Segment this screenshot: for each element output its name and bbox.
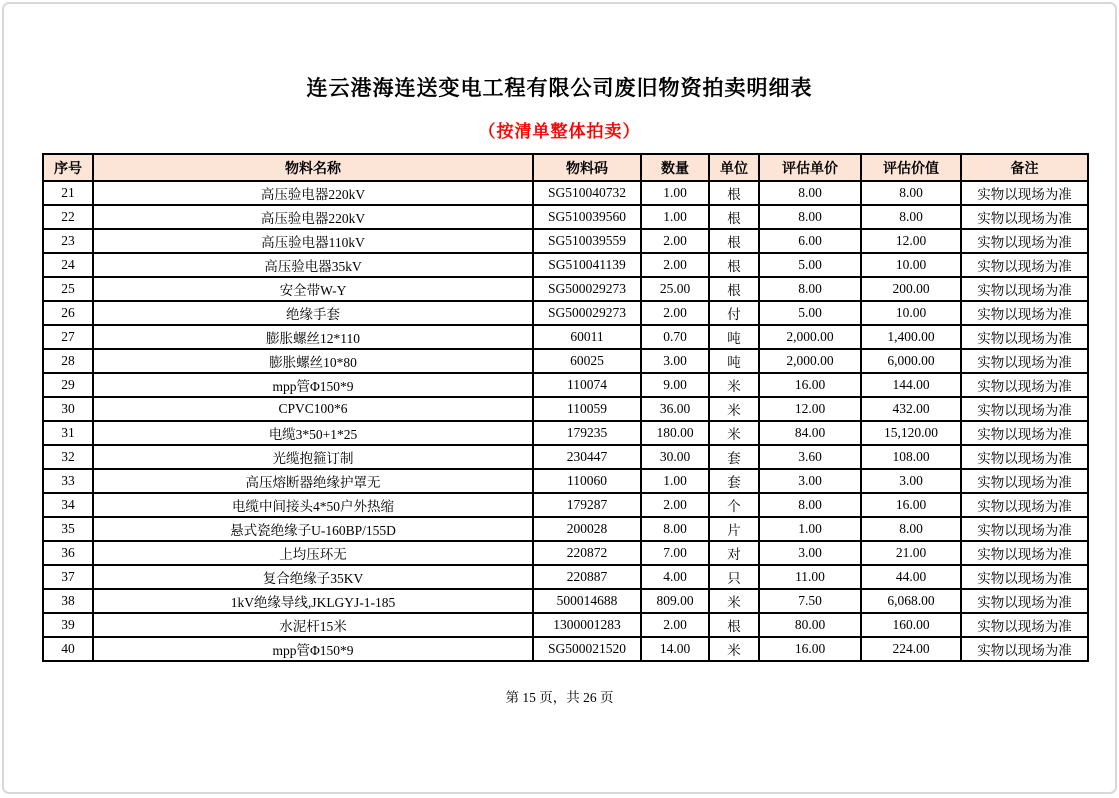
table-row (43, 229, 1088, 253)
remark-cell: 实物以现场为准 (961, 517, 1088, 541)
unit-cell: 米 (709, 589, 759, 613)
table-row (43, 301, 1088, 325)
material-name-cell: 水泥杆15米 (93, 613, 533, 637)
value-cell: 10.00 (861, 253, 961, 277)
serial-cell: 35 (43, 517, 93, 541)
table-row (43, 349, 1088, 373)
unit-price-cell: 12.00 (759, 397, 861, 421)
quantity-cell: 2.00 (641, 253, 709, 277)
unit-cell: 根 (709, 229, 759, 253)
material-name-cell: CPVC100*6 (93, 397, 533, 421)
table-row (43, 325, 1088, 349)
material-name-cell: 高压验电器220kV (93, 181, 533, 205)
material-code-cell: 220872 (533, 541, 641, 565)
page-title: 连云港海连送变电工程有限公司废旧物资拍卖明细表 (306, 77, 813, 100)
remark-cell: 实物以现场为准 (961, 445, 1088, 469)
material-name-cell: 光缆抱箍订制 (93, 445, 533, 469)
material-code-cell: 110074 (533, 373, 641, 397)
serial-cell: 25 (43, 277, 93, 301)
remark-cell: 实物以现场为准 (961, 181, 1088, 205)
unit-cell: 根 (709, 205, 759, 229)
remark-cell: 实物以现场为准 (961, 253, 1088, 277)
remark-cell: 实物以现场为准 (961, 613, 1088, 637)
material-name-cell: 安全带W-Y (93, 277, 533, 301)
serial-cell: 28 (43, 349, 93, 373)
serial-cell: 21 (43, 181, 93, 205)
serial-cell: 24 (43, 253, 93, 277)
material-code-cell: 179235 (533, 421, 641, 445)
quantity-cell: 9.00 (641, 373, 709, 397)
material-code-cell: SG500029273 (533, 277, 641, 301)
unit-cell: 对 (709, 541, 759, 565)
table-row (43, 565, 1088, 589)
serial-cell: 39 (43, 613, 93, 637)
remark-cell: 实物以现场为准 (961, 277, 1088, 301)
unit-price-cell: 3.00 (759, 541, 861, 565)
quantity-cell: 7.00 (641, 541, 709, 565)
value-cell: 8.00 (861, 205, 961, 229)
value-cell: 1,400.00 (861, 325, 961, 349)
unit-price-cell: 2,000.00 (759, 349, 861, 373)
remark-cell: 实物以现场为准 (961, 205, 1088, 229)
remark-cell: 实物以现场为准 (961, 301, 1088, 325)
unit-cell: 只 (709, 565, 759, 589)
auction-detail-table (42, 153, 1089, 662)
table-row (43, 613, 1088, 637)
remark-cell: 实物以现场为准 (961, 637, 1088, 661)
unit-cell: 米 (709, 373, 759, 397)
unit-price-cell: 3.60 (759, 445, 861, 469)
unit-cell: 个 (709, 493, 759, 517)
material-code-cell: SG510039560 (533, 205, 641, 229)
quantity-cell: 180.00 (641, 421, 709, 445)
material-name-cell: 高压熔断器绝缘护罩无 (93, 469, 533, 493)
material-code-cell: SG510039559 (533, 229, 641, 253)
table-row (43, 421, 1088, 445)
value-cell: 12.00 (861, 229, 961, 253)
material-code-cell: SG510040732 (533, 181, 641, 205)
value-cell: 44.00 (861, 565, 961, 589)
table-row (43, 181, 1088, 205)
remark-cell: 实物以现场为准 (961, 349, 1088, 373)
unit-cell: 片 (709, 517, 759, 541)
col-header-quantity: 数量 (641, 154, 709, 181)
value-cell: 15,120.00 (861, 421, 961, 445)
unit-cell: 套 (709, 445, 759, 469)
unit-price-cell: 2,000.00 (759, 325, 861, 349)
col-header-value: 评估价值 (861, 154, 961, 181)
unit-price-cell: 8.00 (759, 181, 861, 205)
quantity-cell: 1.00 (641, 181, 709, 205)
page-subtitle: （按清单整体拍卖） (478, 122, 641, 141)
serial-cell: 34 (43, 493, 93, 517)
value-cell: 6,068.00 (861, 589, 961, 613)
quantity-cell: 2.00 (641, 613, 709, 637)
unit-price-cell: 5.00 (759, 301, 861, 325)
material-name-cell: 高压验电器35kV (93, 253, 533, 277)
material-code-cell: 60011 (533, 325, 641, 349)
material-code-cell: 230447 (533, 445, 641, 469)
serial-cell: 38 (43, 589, 93, 613)
unit-price-cell: 16.00 (759, 637, 861, 661)
material-name-cell: 上均压环无 (93, 541, 533, 565)
serial-cell: 29 (43, 373, 93, 397)
col-header-unit-price: 评估单价 (759, 154, 861, 181)
unit-price-cell: 8.00 (759, 277, 861, 301)
material-code-cell: 500014688 (533, 589, 641, 613)
material-code-cell: 220887 (533, 565, 641, 589)
value-cell: 6,000.00 (861, 349, 961, 373)
document-page (2, 2, 1117, 794)
remark-cell: 实物以现场为准 (961, 325, 1088, 349)
col-header-material-name: 物料名称 (93, 154, 533, 181)
material-name-cell: 1kV绝缘导线,JKLGYJ-1-185 (93, 589, 533, 613)
unit-cell: 付 (709, 301, 759, 325)
remark-cell: 实物以现场为准 (961, 589, 1088, 613)
serial-cell: 37 (43, 565, 93, 589)
quantity-cell: 2.00 (641, 229, 709, 253)
quantity-cell: 14.00 (641, 637, 709, 661)
remark-cell: 实物以现场为准 (961, 541, 1088, 565)
material-code-cell: 179287 (533, 493, 641, 517)
serial-cell: 31 (43, 421, 93, 445)
material-name-cell: 绝缘手套 (93, 301, 533, 325)
value-cell: 8.00 (861, 517, 961, 541)
value-cell: 144.00 (861, 373, 961, 397)
table-row (43, 637, 1088, 661)
unit-price-cell: 7.50 (759, 589, 861, 613)
material-name-cell: mpp管Φ150*9 (93, 637, 533, 661)
table-row (43, 445, 1088, 469)
remark-cell: 实物以现场为准 (961, 229, 1088, 253)
serial-cell: 23 (43, 229, 93, 253)
col-header-unit: 单位 (709, 154, 759, 181)
serial-cell: 36 (43, 541, 93, 565)
unit-cell: 根 (709, 613, 759, 637)
material-name-cell: 高压验电器220kV (93, 205, 533, 229)
unit-price-cell: 84.00 (759, 421, 861, 445)
unit-cell: 根 (709, 181, 759, 205)
serial-cell: 40 (43, 637, 93, 661)
page-number-indicator: 第 15 页，共 26 页 (505, 690, 614, 705)
unit-price-cell: 80.00 (759, 613, 861, 637)
unit-cell: 米 (709, 397, 759, 421)
value-cell: 108.00 (861, 445, 961, 469)
table-row (43, 397, 1088, 421)
quantity-cell: 0.70 (641, 325, 709, 349)
value-cell: 160.00 (861, 613, 961, 637)
serial-cell: 33 (43, 469, 93, 493)
quantity-cell: 1.00 (641, 469, 709, 493)
table-header-row (43, 154, 1088, 181)
value-cell: 8.00 (861, 181, 961, 205)
quantity-cell: 2.00 (641, 301, 709, 325)
material-name-cell: 膨胀螺丝10*80 (93, 349, 533, 373)
unit-price-cell: 8.00 (759, 493, 861, 517)
unit-price-cell: 6.00 (759, 229, 861, 253)
material-name-cell: 复合绝缘子35KV (93, 565, 533, 589)
remark-cell: 实物以现场为准 (961, 493, 1088, 517)
quantity-cell: 8.00 (641, 517, 709, 541)
remark-cell: 实物以现场为准 (961, 373, 1088, 397)
material-code-cell: 200028 (533, 517, 641, 541)
unit-price-cell: 5.00 (759, 253, 861, 277)
table-row (43, 205, 1088, 229)
serial-cell: 27 (43, 325, 93, 349)
material-code-cell: 60025 (533, 349, 641, 373)
remark-cell: 实物以现场为准 (961, 469, 1088, 493)
material-name-cell: 膨胀螺丝12*110 (93, 325, 533, 349)
material-name-cell: mpp管Φ150*9 (93, 373, 533, 397)
material-code-cell: SG510041139 (533, 253, 641, 277)
unit-price-cell: 16.00 (759, 373, 861, 397)
quantity-cell: 809.00 (641, 589, 709, 613)
material-name-cell: 高压验电器110kV (93, 229, 533, 253)
quantity-cell: 4.00 (641, 565, 709, 589)
quantity-cell: 36.00 (641, 397, 709, 421)
unit-price-cell: 11.00 (759, 565, 861, 589)
remark-cell: 实物以现场为准 (961, 397, 1088, 421)
quantity-cell: 3.00 (641, 349, 709, 373)
unit-price-cell: 8.00 (759, 205, 861, 229)
unit-cell: 米 (709, 637, 759, 661)
material-code-cell: 110060 (533, 469, 641, 493)
unit-cell: 米 (709, 421, 759, 445)
serial-cell: 26 (43, 301, 93, 325)
value-cell: 16.00 (861, 493, 961, 517)
table-row (43, 541, 1088, 565)
value-cell: 224.00 (861, 637, 961, 661)
quantity-cell: 1.00 (641, 205, 709, 229)
material-name-cell: 电缆中间接头4*50户外热缩 (93, 493, 533, 517)
col-header-serial: 序号 (43, 154, 93, 181)
unit-cell: 根 (709, 253, 759, 277)
value-cell: 10.00 (861, 301, 961, 325)
quantity-cell: 30.00 (641, 445, 709, 469)
unit-cell: 套 (709, 469, 759, 493)
unit-cell: 吨 (709, 325, 759, 349)
col-header-remark: 备注 (961, 154, 1088, 181)
quantity-cell: 25.00 (641, 277, 709, 301)
material-code-cell: 1300001283 (533, 613, 641, 637)
serial-cell: 32 (43, 445, 93, 469)
value-cell: 200.00 (861, 277, 961, 301)
unit-cell: 根 (709, 277, 759, 301)
table-row (43, 589, 1088, 613)
serial-cell: 30 (43, 397, 93, 421)
material-code-cell: 110059 (533, 397, 641, 421)
table-row (43, 373, 1088, 397)
material-code-cell: SG500029273 (533, 301, 641, 325)
remark-cell: 实物以现场为准 (961, 565, 1088, 589)
value-cell: 432.00 (861, 397, 961, 421)
table-row (43, 469, 1088, 493)
serial-cell: 22 (43, 205, 93, 229)
unit-price-cell: 1.00 (759, 517, 861, 541)
col-header-material-code: 物料码 (533, 154, 641, 181)
table-row (43, 517, 1088, 541)
unit-cell: 吨 (709, 349, 759, 373)
value-cell: 3.00 (861, 469, 961, 493)
unit-price-cell: 3.00 (759, 469, 861, 493)
remark-cell: 实物以现场为准 (961, 421, 1088, 445)
table-row (43, 277, 1088, 301)
material-code-cell: SG500021520 (533, 637, 641, 661)
material-name-cell: 悬式瓷绝缘子U-160BP/155D (93, 517, 533, 541)
table-row (43, 253, 1088, 277)
table-row (43, 493, 1088, 517)
material-name-cell: 电缆3*50+1*25 (93, 421, 533, 445)
value-cell: 21.00 (861, 541, 961, 565)
quantity-cell: 2.00 (641, 493, 709, 517)
